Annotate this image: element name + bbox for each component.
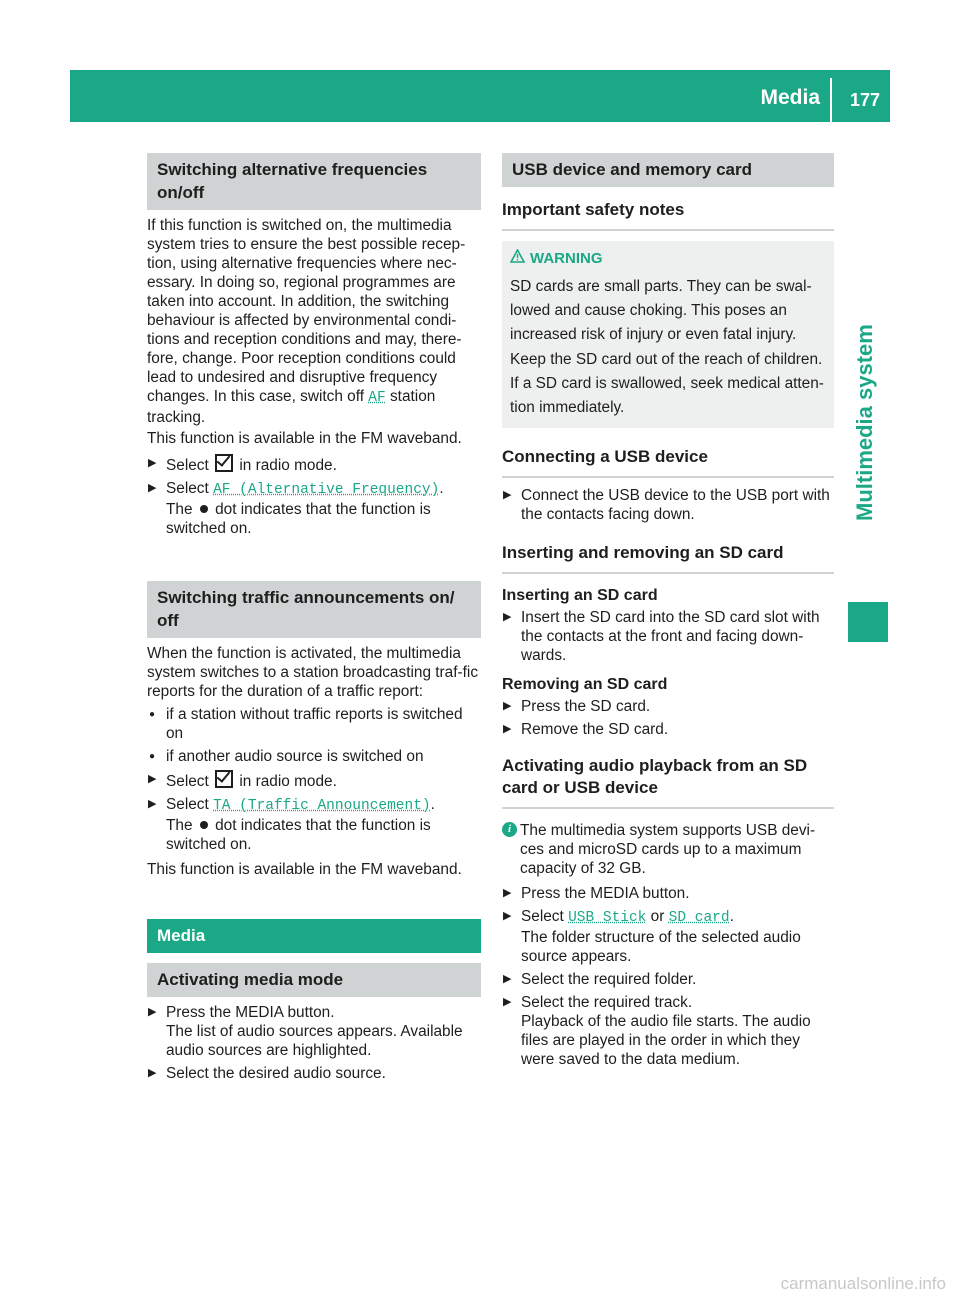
header-bar (70, 70, 890, 122)
warning-title (510, 249, 826, 268)
section-title: Media (760, 86, 820, 109)
alt-freq-text-end: station tracking. (147, 388, 436, 426)
heading-connecting-usb: Connecting a USB device (502, 446, 834, 478)
step-text: dot indicates that the function is switched on. (166, 817, 431, 853)
page-number: 177 (849, 90, 880, 110)
playback-step-3: ▶ Select the required folder. (502, 970, 834, 989)
left-column (147, 153, 481, 1083)
step-text: or (650, 908, 665, 925)
traffic-step-2 (147, 795, 481, 854)
step-text: Select (166, 796, 209, 813)
step-text: The (166, 817, 193, 834)
step-text: . (439, 480, 444, 497)
warning-title-text: WARNING (530, 250, 603, 267)
remove-step-2: ▶ Remove the SD card. (502, 720, 834, 739)
step-text: Select (166, 457, 209, 474)
heading-activating-audio-playback: Activating audio playback from an SD card or USB device (502, 755, 834, 809)
alt-freq-paragraph (147, 216, 481, 427)
heading-removing-sd: Removing an SD card (502, 676, 668, 693)
playback-step-2 (502, 907, 834, 966)
heading-traffic-announcements: Switching traffic announcements on/ off (147, 581, 481, 638)
step-note: Playback of the audio file starts. The audio files are played in the order in which they were saved to the data medium. (521, 1013, 811, 1068)
heading-usb-device-memory-card: USB device and memory card (502, 153, 834, 187)
warning-triangle-icon (510, 249, 525, 268)
alt-freq-step-2 (147, 479, 481, 538)
info-icon: i (502, 822, 517, 837)
heading-alternative-frequencies: Switching alternative frequencies on/off (147, 153, 481, 210)
dot-icon (200, 821, 208, 829)
step-text: Press the MEDIA button. (166, 1004, 335, 1021)
header-separator (830, 78, 832, 122)
checkmark-box-icon (215, 770, 233, 788)
playback-step-4 (502, 993, 834, 1069)
sd-card-code: SD card (668, 910, 730, 926)
right-column (502, 153, 834, 1069)
traffic-intro: When the function is activated, the multimedia system switches to a station broadcasting traf-fic reports for the duration of a traffic report: (147, 645, 479, 700)
activating-step-2: ▶ Select the desired audio source. (147, 1064, 481, 1083)
traffic-bullet-1: ● if a station without traffic reports is switched on (147, 705, 481, 743)
step-text: Select (521, 908, 564, 925)
info-text: The multimedia system supports USB devi-ces and microSD cards up to a maximum capacity of 32 GB. (520, 822, 816, 877)
insert-step: ▶ Insert the SD card into the SD card slot with the contacts at the front and facing down-wards. (502, 608, 834, 665)
remove-step-1: ▶ Press the SD card. (502, 697, 834, 716)
step-text: in radio mode. (239, 457, 337, 474)
heading-media: Media (147, 919, 481, 953)
info-note (502, 821, 834, 878)
heading-inserting-removing-sd: Inserting and removing an SD card (502, 542, 834, 574)
step-note: The folder structure of the selected audio source appears. (521, 929, 801, 965)
playback-step-1: ▶ Press the MEDIA button. (502, 884, 834, 903)
step-text: . (430, 796, 435, 813)
alt-freq-waveband: This function is available in the FM waveband. (147, 430, 462, 447)
warning-box (502, 241, 834, 428)
step-text: dot indicates that the function is switched on. (166, 501, 431, 537)
af-code: AF (368, 390, 386, 406)
activating-step-1 (147, 1003, 481, 1060)
step-text: Select (166, 480, 209, 497)
ta-traffic-announcement-code: TA (Traffic Announcement) (213, 798, 431, 814)
warning-text-2: Keep the SD card out of the reach of children. If a SD card is swallowed, seek medical atten-tion immediately. (510, 351, 824, 416)
step-text: in radio mode. (239, 773, 337, 790)
heading-activating-media-mode: Activating media mode (147, 963, 481, 997)
step-note: The list of audio sources appears. Available audio sources are highlighted. (166, 1023, 463, 1059)
heading-important-safety-notes: Important safety notes (502, 199, 834, 231)
alt-freq-text: If this function is switched on, the multimedia system tries to ensure the best possible recep-tion, using alternative frequencies where nec-essary. In doing so, regional programmes are taken into account. In addition, the switching behaviour is affected by environmental condi-tions and reception conditions and may, there-fore, change. Poor reception conditions could lead to undesired and disruptive frequency changes. In this case, switch off (147, 217, 466, 405)
side-tab-label: Multimedia system (852, 324, 877, 522)
checkmark-box-icon (215, 454, 233, 472)
step-text: Select (166, 773, 209, 790)
step-text: The (166, 501, 193, 518)
dot-icon (200, 505, 208, 513)
watermark: carmanualsonline.info (780, 1274, 946, 1293)
step-text: Select the required track. (521, 994, 693, 1011)
usb-stick-code: USB Stick (568, 910, 647, 926)
af-alternative-frequency-code: AF (Alternative Frequency) (213, 482, 440, 498)
alt-freq-step-1 (147, 454, 481, 475)
connecting-step-1: ▶ Connect the USB device to the USB port with the contacts facing down. (502, 486, 834, 524)
traffic-bullet-2: ● if another audio source is switched on (147, 747, 481, 766)
step-text: . (729, 908, 734, 925)
heading-inserting-sd: Inserting an SD card (502, 587, 658, 604)
traffic-step-1 (147, 770, 481, 791)
traffic-waveband: This function is available in the FM waveband. (147, 861, 462, 878)
warning-text-1: SD cards are small parts. They can be swal-lowed and cause choking. This poses an increased risk of injury or even fatal injury. (510, 278, 812, 343)
side-tab-marker (848, 602, 888, 642)
